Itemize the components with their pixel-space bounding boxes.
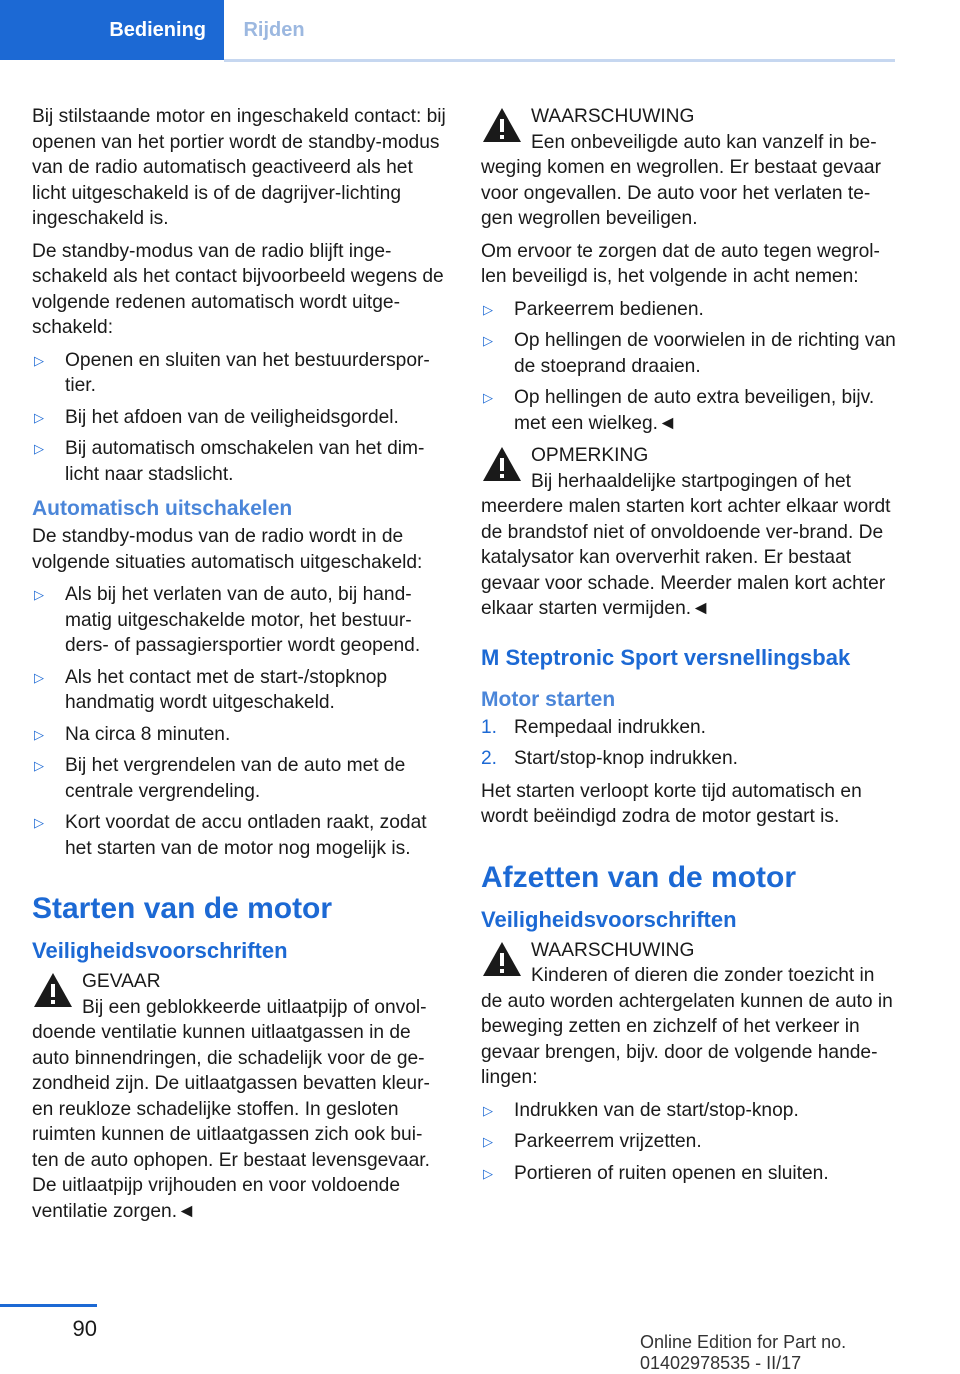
- bullet-list: [32, 348, 447, 488]
- list-item-text: Als bij het verlaten van de auto, bij hand-matig uitgeschakelde motor, het bestuur-ders- of passagiersportier wordt geopend.: [65, 584, 421, 656]
- tab-rijden-label: Rijden: [243, 18, 305, 41]
- list-item-text: Rempedaal indrukken.: [514, 716, 706, 738]
- list-item-text: Als het contact met de start-/stopknop handmatig wordt uitgeschakeld.: [65, 666, 388, 713]
- triangle-bullet-icon: ▷: [483, 1134, 493, 1149]
- list-item-text: Bij het vergrendelen van de auto met de centrale vergrendeling.: [65, 755, 406, 802]
- warning-triangle-icon: [481, 445, 523, 483]
- bullet-list: [481, 297, 896, 437]
- warning-triangle-icon: [481, 940, 523, 978]
- right-column: [481, 104, 896, 1193]
- warning-triangle-icon: [481, 106, 523, 144]
- paragraph: Om ervoor te zorgen dat de auto tegen wegrol-len beveiligd is, het volgende in acht nemen:: [481, 240, 880, 287]
- paragraph: De standby-modus van de radio blijft inge-schakeld als het contact bijvoorbeeld wegens de volgende redenen automatisch wordt uitge-schakeld:: [32, 240, 444, 338]
- warning-notice: [481, 938, 896, 1091]
- left-column: [32, 104, 447, 1231]
- notice-text: Bij een geblokkeerde uitlaatpijp of onvol-doende ventilatie kunnen uitlaatgassen in de auto binnendringen, die schadelijk voor de ge-zondheid zijn. De uitlaatgassen bevatten kleur-en reukloze schadelijke stoffen. In gesloten ruimten kunnen de uitlaatgassen zich ook bui-ten de auto ophopen. Er bestaat levensgevaar. De uitlaatpijp vrijhouden en voor voldoende ventilatie zorgen.◄: [32, 996, 430, 1222]
- list-item: [32, 753, 447, 804]
- tab-bediening[interactable]: [0, 0, 224, 60]
- header-divider: [224, 59, 895, 62]
- list-item: [481, 297, 896, 323]
- notice-label: WAARSCHUWING: [531, 106, 695, 127]
- bullet-list: [32, 582, 447, 861]
- list-item: [481, 1129, 896, 1155]
- list-item: [32, 810, 447, 861]
- page-number-rule: [0, 1304, 97, 1307]
- triangle-bullet-icon: ▷: [483, 333, 493, 348]
- notice-label: OPMERKING: [531, 445, 649, 466]
- list-item: [481, 385, 896, 436]
- step-number: 1.: [481, 716, 498, 738]
- triangle-bullet-icon: ▷: [483, 1165, 493, 1181]
- list-item-text: Start/stop-knop indrukken.: [514, 748, 738, 769]
- list-item-text: Na circa 8 minuten.: [65, 723, 231, 745]
- subheading-veiligheidsvoorschriften: Veiligheidsvoorschriften: [481, 906, 737, 932]
- heading-starten-van-de-motor: Starten van de motor: [32, 892, 333, 925]
- list-item: [32, 436, 447, 487]
- list-item-text: Openen en sluiten van het bestuurderspor-tier.: [65, 349, 430, 396]
- notice-text: Bij herhaaldelijke startpogingen of het meerdere malen starten kort achter elkaar wordt de brandstof niet of onvoldoende ver-brand. De katalysator kan oververhit raken. Er bestaat gevaar voor schade. Meerder malen kort achter elkaar starten vermijden.◄: [481, 470, 891, 619]
- warning-notice: [481, 104, 896, 232]
- triangle-bullet-icon: ▷: [34, 758, 44, 773]
- triangle-bullet-icon: ▷: [483, 390, 493, 405]
- list-item: [481, 328, 896, 379]
- list-item: [481, 746, 896, 772]
- triangle-bullet-icon: ▷: [34, 352, 44, 368]
- bullet-list: [481, 1098, 896, 1187]
- triangle-bullet-icon: ▷: [483, 1102, 493, 1118]
- notice-label: WAARSCHUWING: [531, 939, 695, 961]
- numbered-list: [481, 715, 896, 772]
- heading-m-steptronic: M Steptronic Sport versnellingsbak: [481, 644, 851, 670]
- list-item: [481, 715, 896, 741]
- paragraph: De standby-modus van de radio wordt in de volgende situaties automatisch uitgeschakeld:: [32, 526, 423, 573]
- list-item-text: Op hellingen de auto extra beveiligen, bijv. met een wielkeg.◄: [514, 387, 875, 434]
- header-tabs: [0, 0, 895, 62]
- list-item: [32, 722, 447, 748]
- paragraph: Bij stilstaande motor en ingeschakeld contact: bij openen van het portier wordt de standby-modus van de radio automatisch geactiveerd als het licht uitgeschakeld is of de dagrijver-lichting ingeschakeld is.: [32, 106, 446, 229]
- subheading-motor-starten: Motor starten: [481, 687, 616, 711]
- notice-label: GEVAAR: [82, 971, 161, 992]
- list-item: [32, 665, 447, 716]
- list-item-text: Parkeerrem vrijzetten.: [514, 1131, 702, 1152]
- triangle-bullet-icon: ▷: [34, 409, 44, 425]
- subheading-automatisch-uitschakelen: Automatisch uitschakelen: [32, 497, 293, 520]
- list-item-text: Parkeerrem bedienen.: [514, 298, 704, 320]
- tab-bediening-label: Bediening: [109, 18, 206, 41]
- list-item: [32, 582, 447, 659]
- danger-notice: [32, 969, 447, 1224]
- list-item: [32, 348, 447, 399]
- notice-text: Kinderen of dieren die zonder toezicht in de auto worden achtergelaten kunnen de auto in beweging zetten en zichzelf of het verkeer in gevaar brengen, bijv. door de volgende hande-lingen:: [481, 965, 893, 1088]
- triangle-bullet-icon: ▷: [483, 301, 493, 317]
- list-item-text: Indrukken van de start/stop-knop.: [514, 1099, 799, 1121]
- triangle-bullet-icon: ▷: [34, 669, 44, 685]
- list-item: [481, 1161, 896, 1187]
- triangle-bullet-icon: ▷: [34, 587, 44, 602]
- tab-rijden[interactable]: [224, 0, 324, 60]
- list-item-text: Portieren of ruiten openen en sluiten.: [514, 1162, 829, 1184]
- triangle-bullet-icon: ▷: [34, 726, 44, 742]
- notice-text: Een onbeveiligde auto kan vanzelf in be-weging komen en wegrollen. Er bestaat gevaar voor ongevallen. De auto voor het verlaten te-gen wegrollen beveiligen.: [481, 131, 881, 229]
- list-item: [32, 405, 447, 431]
- paragraph: Het starten verloopt korte tijd automatisch en wordt beëindigd zodra de motor gestart is.: [481, 780, 862, 827]
- step-number: 2.: [481, 748, 498, 769]
- heading-afzetten-van-de-motor: Afzetten van de motor: [481, 860, 797, 894]
- list-item-text: Bij het afdoen van de veiligheidsgordel.: [65, 406, 399, 428]
- warning-triangle-icon: [32, 971, 74, 1009]
- note-notice: [481, 443, 896, 622]
- list-item-text: Bij automatisch omschakelen van het dim-licht naar stadslicht.: [65, 438, 425, 485]
- list-item-text: Kort voordat de accu ontladen raakt, zodat het starten van de motor nog mogelijk is.: [65, 812, 427, 859]
- edition-footer: Online Edition for Part no. 01402978535 - II/17: [640, 1332, 847, 1373]
- page-number: 90: [72, 1316, 97, 1341]
- list-item: [481, 1098, 896, 1124]
- triangle-bullet-icon: ▷: [34, 441, 44, 456]
- subheading-veiligheidsvoorschriften: Veiligheidsvoorschriften: [32, 938, 288, 963]
- triangle-bullet-icon: ▷: [34, 815, 44, 830]
- list-item-text: Op hellingen de voorwielen in de richting van de stoeprand draaien.: [514, 330, 896, 377]
